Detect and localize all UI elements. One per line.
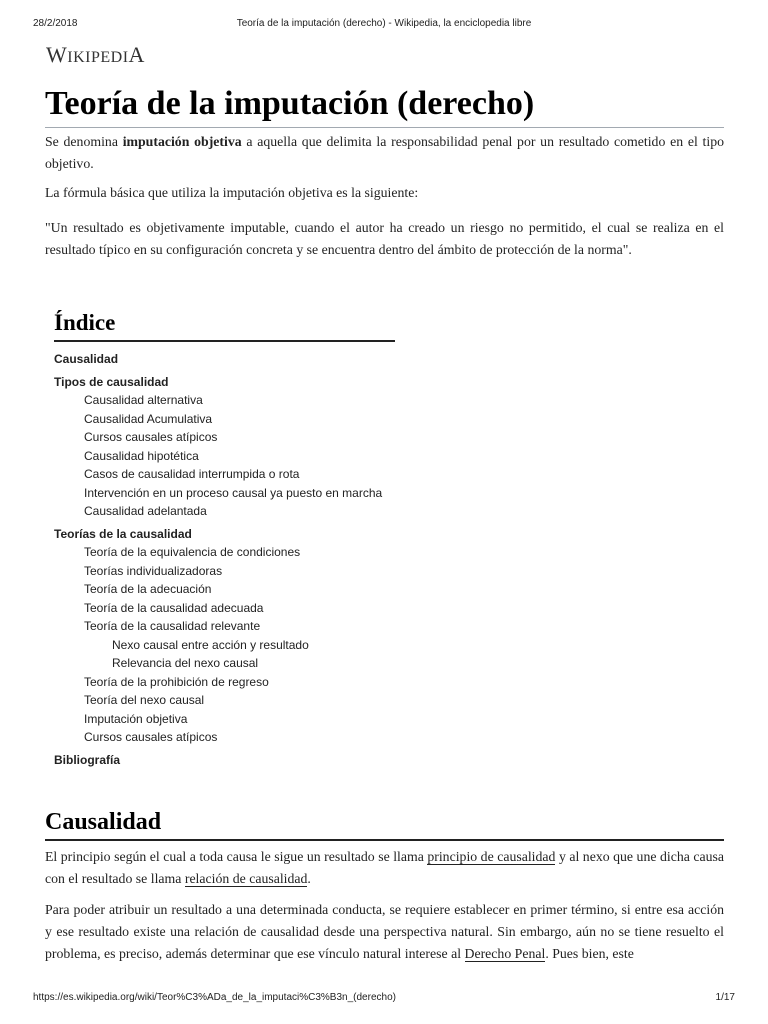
toc-item[interactable]: Tipos de causalidad <box>54 374 169 389</box>
toc-item[interactable]: Casos de causalidad interrumpida o rota <box>84 467 300 481</box>
toc-item[interactable]: Causalidad hipotética <box>84 448 199 463</box>
print-header <box>0 0 768 30</box>
para-text: Para poder atribuir un resultado a una determinada conducta, se requiere establecer en primer término, si entre esa acción y ese resultado existe una relación de causalidad desde una perspectiva natural. Sin embargo, aún no se tiene resuelto el problema, es preciso, además determinar que ese vínculo natural interese al <box>45 902 724 961</box>
toc-item[interactable]: Intervención en un proceso causal ya puesto en marcha <box>84 485 383 500</box>
page-title: Teoría de la imputación (derecho) <box>45 82 724 128</box>
print-page-title: Teoría de la imputación (derecho) - Wikipedia, la enciclopedia libre <box>236 18 532 29</box>
wikipedia-logo[interactable] <box>46 42 145 68</box>
toc-item[interactable]: Nexo causal entre acción y resultado <box>112 637 309 652</box>
toc-title: Índice <box>54 310 395 342</box>
toc-item[interactable]: Teoría de la prohibición de regreso <box>84 674 269 689</box>
toc-list <box>54 350 395 769</box>
para-text: El principio según el cual a toda causa le sigue un resultado se llama <box>45 849 428 864</box>
toc-item[interactable]: Causalidad adelantada <box>84 504 207 518</box>
toc-item[interactable]: Causalidad <box>54 352 119 366</box>
intro-text-rest: a aquella que delimita la responsabilidad penal por un resultado cometido en el tipo objetivo. <box>45 134 724 171</box>
para-text: . Pues bien, este <box>545 946 634 961</box>
para-text: y al nexo que une dicha causa con el resultado se llama <box>45 849 724 886</box>
toc-item[interactable]: Teoría de la equivalencia de condiciones <box>84 545 301 559</box>
toc-item[interactable]: Causalidad Acumulativa <box>84 411 213 426</box>
toc-item[interactable]: Relevancia del nexo causal <box>112 656 259 670</box>
intro-text: Se denomina <box>45 134 123 149</box>
causalidad-paragraph-1 <box>45 846 724 890</box>
toc-item[interactable]: Teorías individualizadoras <box>84 563 223 578</box>
toc-item[interactable]: Cursos causales atípicos <box>84 430 218 444</box>
toc-item[interactable]: Teoría del nexo causal <box>84 693 205 707</box>
toc-item[interactable]: Imputación objetiva <box>84 711 188 726</box>
toc-item[interactable]: Teoría de la causalidad relevante <box>84 619 261 633</box>
toc-item[interactable]: Causalidad alternativa <box>84 393 203 407</box>
intro-paragraph-2: La fórmula básica que utiliza la imputación objetiva es la siguiente: <box>45 185 419 200</box>
print-page-counter: 1/17 <box>715 992 735 1003</box>
logo-last-letter: A <box>128 42 145 67</box>
toc-item[interactable]: Cursos causales atípicos <box>84 730 218 744</box>
print-footer <box>0 992 768 1012</box>
link-derecho-penal[interactable]: Derecho Penal <box>464 946 546 961</box>
section-heading-causalidad: Causalidad <box>45 806 724 841</box>
print-url: https://es.wikipedia.org/wiki/Teor%C3%ADa_de_la_imputaci%C3%B3n_(derecho) <box>33 992 396 1003</box>
link-principio-de-causalidad[interactable]: principio de causalidad <box>427 849 556 864</box>
link-relacion-de-causalidad[interactable]: relación de causalidad <box>184 871 308 886</box>
intro-paragraph-1 <box>45 131 724 175</box>
toc-item[interactable]: Bibliografía <box>54 752 121 767</box>
table-of-contents <box>54 310 395 769</box>
toc-item[interactable]: Teoría de la causalidad adecuada <box>84 600 264 615</box>
logo-first-letter: W <box>46 42 68 67</box>
para-text: . <box>307 871 311 886</box>
logo-small-caps: IKIPEDI <box>67 49 129 66</box>
intro-quote: "Un resultado es objetivamente imputable, cuando el autor ha creado un riesgo no permitido, el cual se realiza en el resultado típico en su configuración concreta y se encuentra dentro del ámbito de protección de la norma". <box>45 220 724 257</box>
intro-bold-term: imputación objetiva <box>122 134 242 149</box>
toc-item[interactable]: Teoría de la adecuación <box>84 582 212 596</box>
print-date: 28/2/2018 <box>33 18 78 29</box>
causalidad-paragraph-2 <box>45 899 724 965</box>
toc-item[interactable]: Teorías de la causalidad <box>54 526 192 541</box>
